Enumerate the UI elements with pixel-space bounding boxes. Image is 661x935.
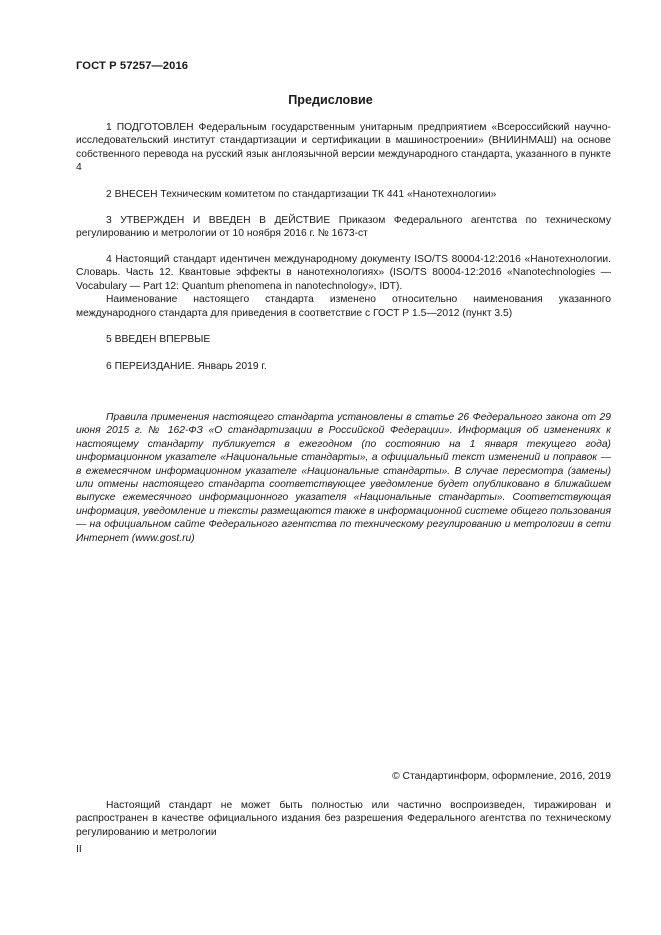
copyright-line: © Стандартинформ, оформление, 2016, 2019 (392, 771, 611, 782)
notice-block (76, 411, 611, 545)
item-1 (76, 121, 611, 175)
item-5 (76, 333, 611, 346)
reproduction-block (76, 799, 611, 839)
item-4-note: Наименование настоящего стандарта изменено относительно наименования указанного международного стандарта для приведения в соответствие с ГОСТ Р 1.5—2012 (пункт 3.5) (76, 294, 611, 319)
standard-code: ГОСТ Р 57257—2016 (76, 60, 189, 72)
reproduction-text: Настоящий стандарт не может быть полностью или частично воспроизведен, тиражирован и распространен в качестве официального издания без разрешения Федерального агентства по техническому регулированию и метрологии (76, 800, 611, 838)
page-number: II (76, 844, 82, 855)
item-6 (76, 360, 611, 373)
item-4 (76, 253, 611, 320)
notice-text: Правила применения настоящего стандарта установлены в статье 26 Федерального закона от 29 июня 2015 г. № 162-ФЗ «О стандартизации в Российской Федерации». Информация об изменениях к настоящему стандарту публикуется в ежегодном (по состоянию на 1 января текущего года) информационном указателе «Национальные стандарты», а официальный текст изменений и поправок — в ежемесячном информационном указателе «Национальные стандарты». В случае пересмотра (замены) или отмены настоящего стандарта соответствующее уведомление будет опубликовано в ближайшем выпуске ежемесячного информационного указателя «Национальные стандарты». Соответствующая информация, уведомление и тексты размещаются также в информационной системе общего пользования — на официальном сайте Федерального агентства по техническому регулированию и метрологии в сети Интернет (www.gost.ru) (76, 412, 611, 544)
item-5-text: 5 ВВЕДЕН ВПЕРВЫЕ (106, 334, 211, 345)
item-4-text: 4 Настоящий стандарт идентичен международному документу ISO/TS 80004-12:2016 «Нанотехнологии. Словарь. Часть 12. Квантовые эффекты в нанотехнологиях» (ISO/TS 80004-12:2016 «Nanotechnologies — Vocabulary — Part 12: Quantum phenomena in nanotechnology», IDT). (76, 254, 611, 292)
item-6-text: 6 ПЕРЕИЗДАНИЕ. Январь 2019 г. (106, 361, 267, 372)
item-3-text: 3 УТВЕРЖДЕН И ВВЕДЕН В ДЕЙСТВИЕ Приказом Федерального агентства по техническому регулированию и метрологии от 10 ноября 2016 г. № 1673-ст (76, 215, 611, 240)
item-3 (76, 214, 611, 241)
page-title: Предисловие (288, 93, 373, 107)
item-2 (76, 188, 611, 201)
item-2-text: 2 ВНЕСЕН Техническим комитетом по стандартизации ТК 441 «Нанотехнологии» (106, 189, 497, 200)
item-1-text: 1 ПОДГОТОВЛЕН Федеральным государственным унитарным предприятием «Всероссийский научно-исследовательский институт стандартизации и сертификации в машиностроении» (ВНИИНМАШ) на основе собственного перевода на русский язык англоязычной версии международного стандарта, указанного в пункте 4 (76, 122, 611, 174)
